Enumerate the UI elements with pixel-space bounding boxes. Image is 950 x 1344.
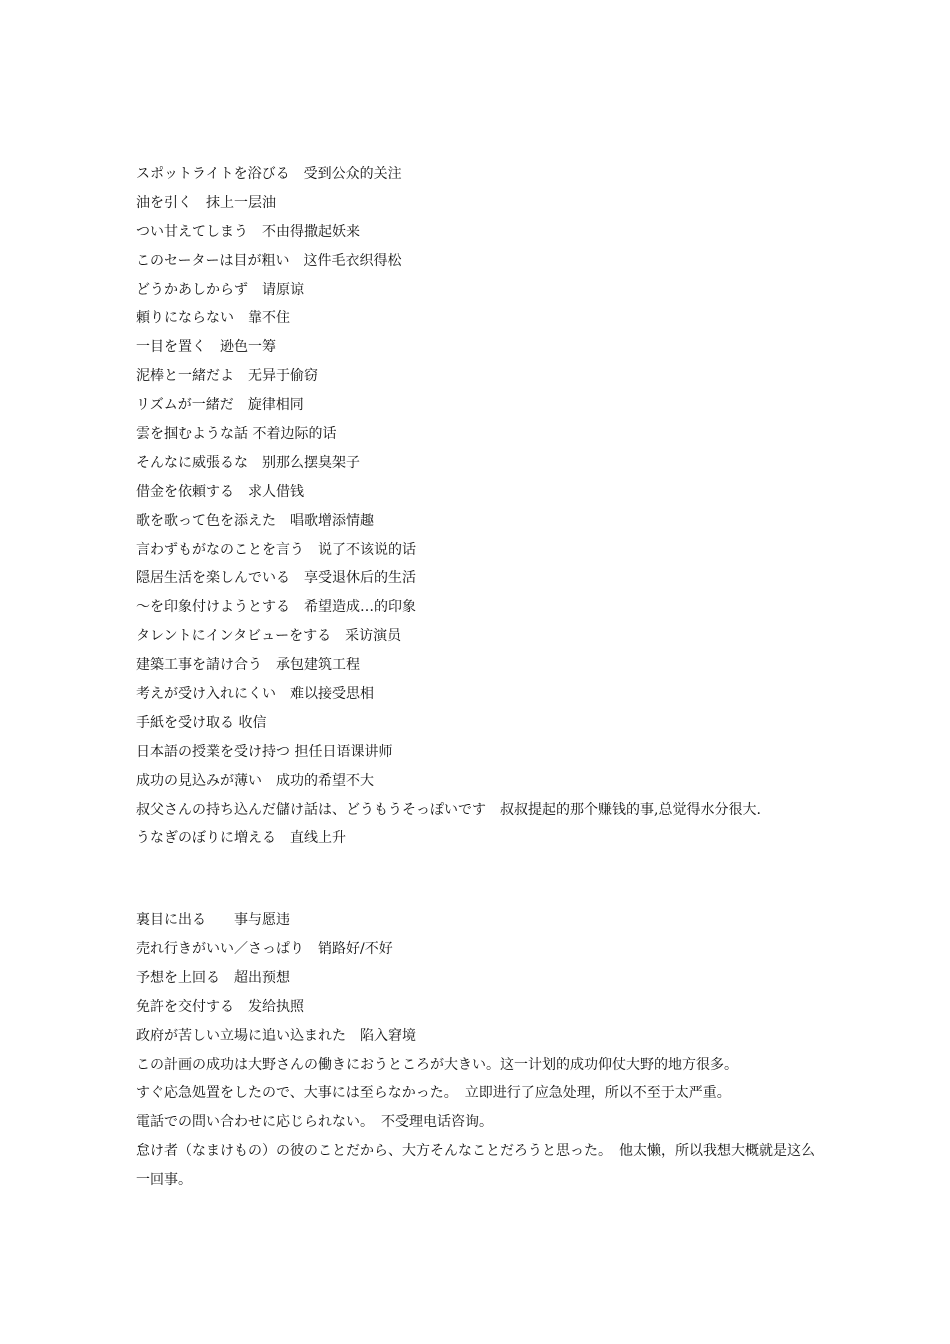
phrase-list-1 (136, 160, 836, 853)
phrase-line: 雲を掴むような話 不着边际的话 (136, 426, 337, 443)
phrase-line: タレントにインタビューをする 采访演员 (136, 628, 402, 645)
phrase-line: 電話での問い合わせに応じられない。 不受理电话咨询。 (136, 1114, 493, 1131)
phrase-line: 手紙を受け取る 收信 (136, 714, 267, 731)
phrase-line: 考えが受け入れにくい 难以接受思相 (136, 686, 374, 703)
phrase-line: 裏目に出る 事与愿违 (136, 912, 290, 928)
phrase-line: 歌を歌って色を添えた 唱歌增添情趣 (136, 512, 374, 529)
phrase-line: 〜を印象付けようとする 希望造成…的印象 (136, 599, 416, 616)
phrase-line: 一目を置く 逊色一筹 (136, 339, 276, 356)
phrase-line: うなぎのぼりに増える 直线上升 (136, 830, 346, 847)
phrase-line: 免許を交付する 发给执照 (136, 998, 304, 1015)
phrase-line: 頼りにならない 靠不住 (136, 310, 290, 327)
phrase-line: すぐ応急処置をしたので、大事には至らなかった。 立即进行了应急处理，所以不至于太严重。 (136, 1085, 731, 1102)
phrase-line: そんなに威張るな 别那么摆臭架子 (136, 454, 360, 471)
phrase-line: 泥棒と一緒だよ 无异于偷窃 (136, 368, 318, 385)
phrase-line: 建築工事を請け合う 承包建筑工程 (136, 657, 360, 674)
phrase-line: 日本語の授業を受け持つ 担任日语课讲师 (136, 743, 393, 760)
phrase-line: 成功の見込みが薄い 成功的希望不大 (136, 772, 374, 789)
phrase-line: 怠け者（なまけもの）の彼のことだから、大方そんなことだろうと思った。 他太懒，所以我想大概就是这么一回事。 (136, 1143, 815, 1189)
phrase-line: 隠居生活を楽しんでいる 享受退休后的生活 (136, 570, 416, 587)
phrase-line: 予想を上回る 超出预想 (136, 969, 290, 986)
phrase-line: 売れ行きがいい／さっぱり 销路好/不好 (136, 940, 393, 957)
phrase-line: このセーターは目が粗い 这件毛衣织得松 (136, 252, 402, 269)
phrase-line: 言わずもがなのことを言う 说了不该说的话 (136, 541, 416, 558)
phrase-line: つい甘えてしまう 不由得撒起妖来 (136, 223, 360, 240)
phrase-line: どうかあしからず 请原谅 (136, 281, 304, 298)
phrase-line: 借金を依頼する 求人借钱 (136, 483, 304, 500)
phrase-line: リズムが一緒だ 旋律相同 (136, 397, 304, 414)
phrase-line: この計画の成功は大野さんの働きにおうところが大きい。这一计划的成功仰仗大野的地方很多。 (136, 1056, 738, 1073)
phrase-line: 油を引く 抹上一层油 (136, 194, 276, 211)
phrase-line: スポットライトを浴びる 受到公众的关注 (136, 166, 402, 182)
phrase-line: 叔父さんの持ち込んだ儲け話は、どうもうそっぽいです 叔叔提起的那个赚钱的事,总觉得水分很大. (136, 801, 761, 818)
phrase-list-2 (136, 906, 836, 1195)
phrase-line: 政府が苦しい立場に追い込まれた 陷入窘境 (136, 1027, 416, 1044)
